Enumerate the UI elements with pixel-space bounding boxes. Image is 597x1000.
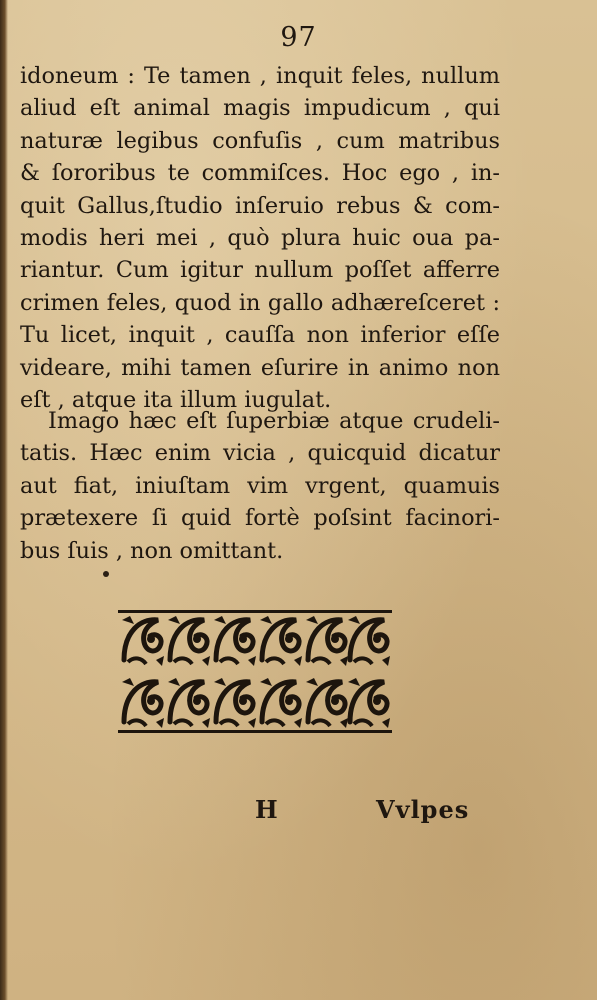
catchword: Vvlpes <box>376 795 470 824</box>
text-line: Tu licet, inquit , cauſſa non inferior eſſe <box>20 322 500 349</box>
ornament-row-top <box>118 610 392 666</box>
printers-ornament <box>118 606 392 736</box>
text-line: idoneum : Te tamen , inquit feles, nullum <box>20 63 500 89</box>
paragraph-2 <box>20 405 500 567</box>
paragraph-1 <box>20 60 500 416</box>
ink-spot <box>103 571 109 577</box>
text-line: & ſororibus te commiſces. Hoc ego , in- <box>20 160 500 187</box>
text-line: naturæ legibus confuſis , cum matribus <box>20 127 500 154</box>
text-line: crimen feles, quod in gallo adhæreſceret : <box>20 289 500 316</box>
text-line-last: eſt , atque ita illum iugulat. <box>20 386 332 413</box>
text-line: videare, mihi tamen eſurire in animo non <box>20 354 500 381</box>
text-line: aliud eſt animal magis impudicum , qui <box>20 95 500 122</box>
text-line: Imago hæc eſt ſuperbiæ atque crudeli- <box>48 408 500 434</box>
text-line: quit Gallus,ſtudio inſeruio rebus & com- <box>20 192 500 219</box>
book-gutter <box>0 0 8 1000</box>
text-line: riantur. Cum igitur nullum poſſet afferre <box>20 257 500 284</box>
page-number: 97 <box>280 22 317 53</box>
text-line: aut fiat, iniuſtam vim vrgent, quamuis <box>20 472 500 499</box>
text-line: tatis. Hæc enim vicia , quicquid dicatur <box>20 440 500 467</box>
text-line: prætexere ſi quid fortè poſsint facinori- <box>20 505 500 532</box>
signature-mark: H <box>255 795 278 824</box>
text-line-last: bus ſuis , non omittant. <box>20 537 284 564</box>
ornament-row-bottom <box>118 674 392 733</box>
text-line: modis heri mei , quò plura huic oua pa- <box>20 224 500 251</box>
